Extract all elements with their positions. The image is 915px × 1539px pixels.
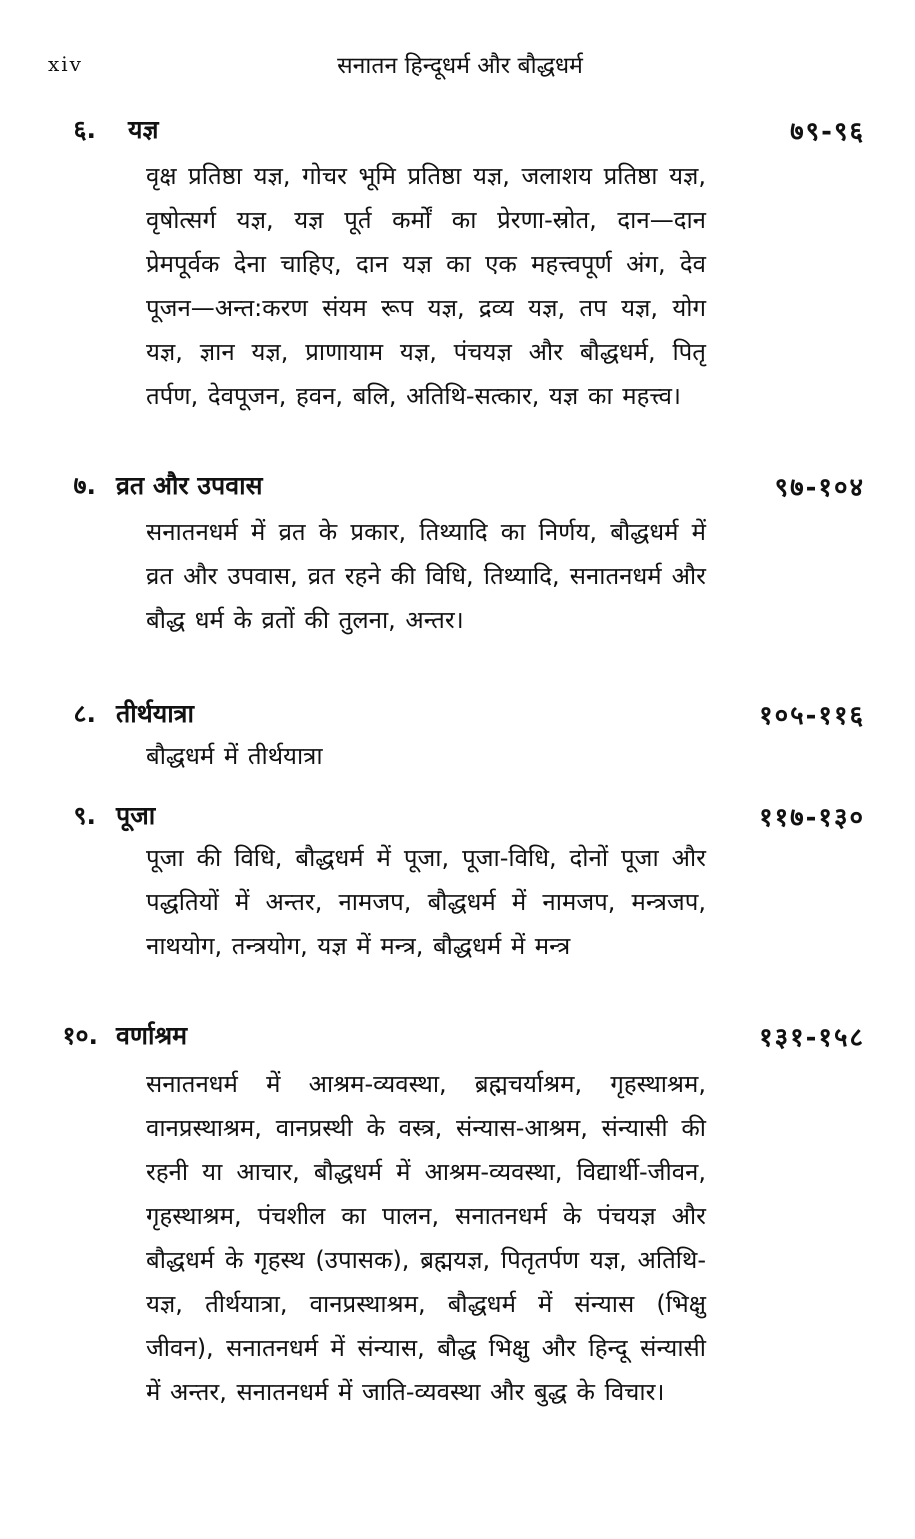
entry-number: ९. <box>73 801 96 830</box>
entry-description: सनातनधर्म में आश्रम-व्यवस्था, ब्रह्मचर्याश्रम, गृहस्थाश्रम, वानप्रस्थाश्रम, वानप्रस्थी के वस्त्र, संन्यास-आश्रम, संन्यासी की रहनी या आचार, बौद्धधर्म में आश्रम-व्यवस्था, विद्यार्थी-जीवन, गृहस्थाश्रम, पंचशील का पालन, सनातनधर्म के पंचयज्ञ और बौद्धधर्म के गृहस्थ (उपासक), ब्रह्मयज्ञ, पितृतर्पण यज्ञ, अतिथि-यज्ञ, तीर्थयात्रा, वानप्रस्थाश्रम, बौद्धधर्म में संन्यास (भिक्षु जीवन), सनातनधर्म में संन्यास, बौद्ध भिक्षु और हिन्दू संन्यासी में अन्तर, सनातनधर्म में जाति-व्यवस्था और बुद्ध के विचार। <box>146 1070 706 1406</box>
page-number: xiv <box>48 52 83 76</box>
entry-description: सनातनधर्म में व्रत के प्रकार, तिथ्यादि का निर्णय, बौद्धधर्म में व्रत और उपवास, व्रत रहने की विधि, तिथ्यादि, सनातनधर्म और बौद्ध धर्म के व्रतों की तुलना, अन्तर। <box>146 518 706 634</box>
running-head: सनातन हिन्दूधर्म और बौद्धधर्म <box>337 53 583 79</box>
entry-pages: १३१-१५८ <box>759 1023 865 1053</box>
entry-number: ८. <box>73 699 96 728</box>
entry-title: वर्णाश्रम <box>116 1021 188 1050</box>
entry-pages: ७९-९६ <box>790 117 865 147</box>
entry-title: पूजा <box>116 801 156 830</box>
entry-description: पूजा की विधि, बौद्धधर्म में पूजा, पूजा-विधि, दोनों पूजा और पद्धतियों में अन्तर, नामजप, बौद्धधर्म में नामजप, मन्त्रजप, नाथयोग, तन्त्रयोग, यज्ञ में मन्त्र, बौद्धधर्म में मन्त्र <box>146 844 706 960</box>
entry-number: ७. <box>73 471 96 500</box>
entry-description: बौद्धधर्म में तीर्थयात्रा <box>146 742 323 770</box>
entry-title: व्रत और उपवास <box>116 471 263 500</box>
entry-number: ६. <box>73 115 96 144</box>
entry-title: यज्ञ <box>128 115 159 144</box>
entry-pages: ११७-१३० <box>759 803 865 833</box>
entry-description: वृक्ष प्रतिष्ठा यज्ञ, गोचर भूमि प्रतिष्ठा यज्ञ, जलाशय प्रतिष्ठा यज्ञ, वृषोत्सर्ग यज्ञ, यज्ञ पूर्त कर्मों का प्रेरणा-स्रोत, दान—दान प्रेमपूर्वक देना चाहिए, दान यज्ञ का एक महत्त्वपूर्ण अंग, देव पूजन—अन्त:करण संयम रूप यज्ञ, द्रव्य यज्ञ, तप यज्ञ, योग यज्ञ, ज्ञान यज्ञ, प्राणायाम यज्ञ, पंचयज्ञ और बौद्धधर्म, पितृ तर्पण, देवपूजन, हवन, बलि, अतिथि-सत्कार, यज्ञ का महत्त्व। <box>146 162 706 410</box>
entry-pages: ९७-१०४ <box>774 473 865 503</box>
entry-title: तीर्थयात्रा <box>116 699 194 728</box>
entry-pages: १०५-११६ <box>759 701 865 731</box>
entry-number: १०. <box>62 1021 98 1050</box>
